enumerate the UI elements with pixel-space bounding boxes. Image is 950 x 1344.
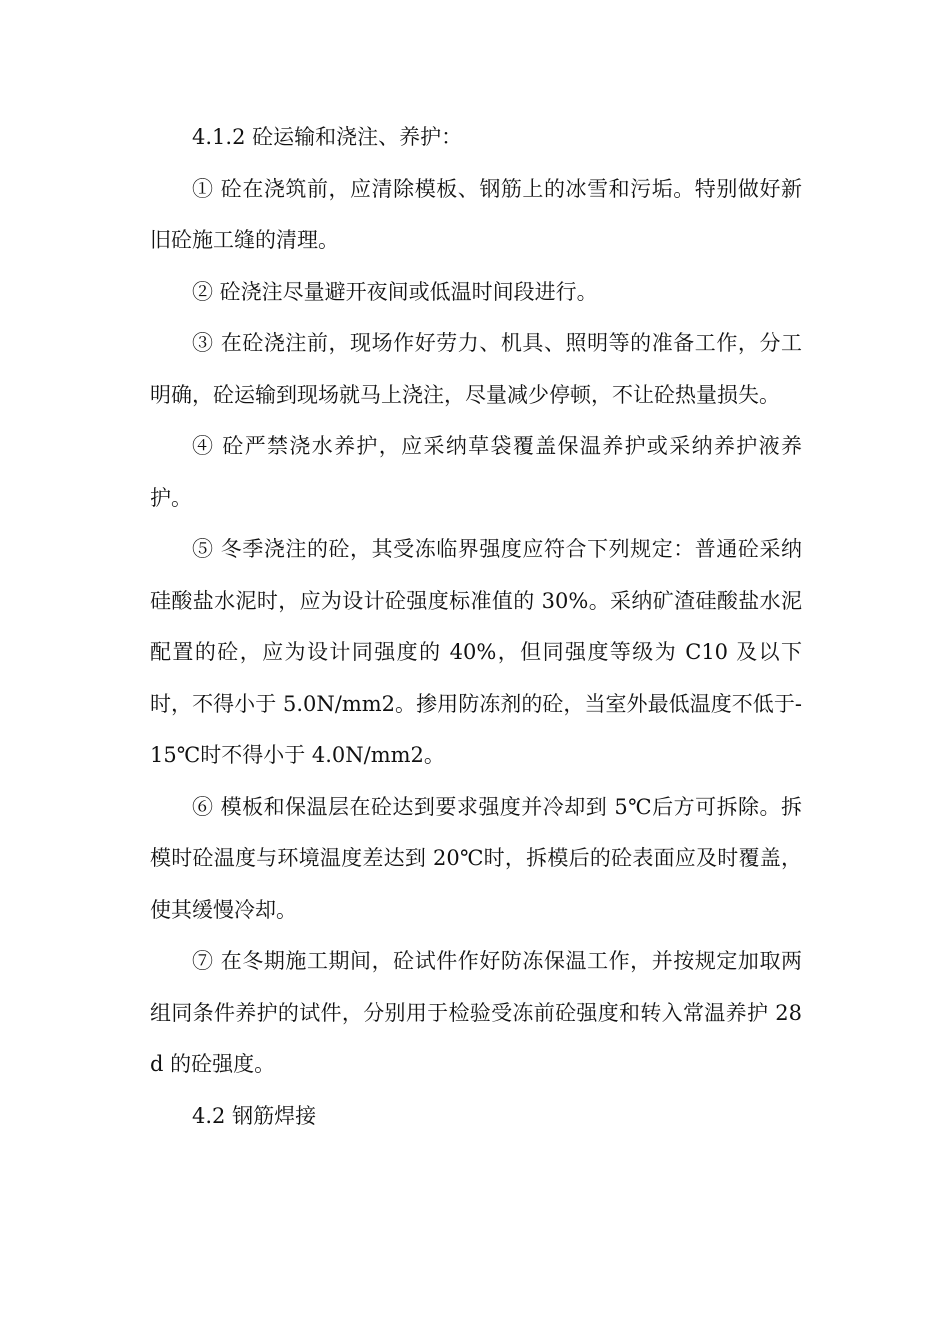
paragraph-3: ③ 在砼浇注前，现场作好劳力、机具、照明等的准备工作，分工明确，砼运输到现场就马上浇注，尽量减少停顿，不让砼热量损失。 — [150, 331, 802, 407]
paragraph-4: ④ 砼严禁浇水养护，应采纳草袋覆盖保温养护或采纳养护液养护。 — [150, 434, 802, 510]
paragraph-7: ⑦ 在冬期施工期间，砼试件作好防冻保温工作，并按规定加取两组同条件养护的试件，分别用于检验受冻前砼强度和转入常温养护 28d 的砼强度。 — [150, 949, 802, 1076]
paragraph-1: ① 砼在浇筑前，应清除模板、钢筋上的冰雪和污垢。特别做好新旧砼施工缝的清理。 — [150, 176, 802, 252]
paragraph-5: ⑤ 冬季浇注的砼，其受冻临界强度应符合下列规定：普通砼采纳硅酸盐水泥时，应为设计砼强度标准值的 30%。采纳矿渣硅酸盐水泥配置的砼，应为设计同强度的 40%，但同强度等级为 C10 及以下时，不得小于 5.0N/mm2。掺用防冻剂的砼，当室外最低温度不低于-15℃时不得小于 4.0N/mm2。 — [150, 537, 802, 767]
paragraph-2: ② 砼浇注尽量避开夜间或低温时间段进行。 — [192, 279, 598, 304]
paragraph-6: ⑥ 模板和保温层在砼达到要求强度并冷却到 5℃后方可拆除。拆模时砼温度与环境温度差达到 20℃时，拆模后的砼表面应及时覆盖，使其缓慢冷却。 — [150, 794, 802, 922]
document-body — [150, 112, 802, 1142]
section-heading-4-1-2: 4.1.2 砼运输和浇注、养护： — [192, 125, 463, 149]
section-heading-4-2: 4.2 钢筋焊接 — [192, 1103, 317, 1128]
